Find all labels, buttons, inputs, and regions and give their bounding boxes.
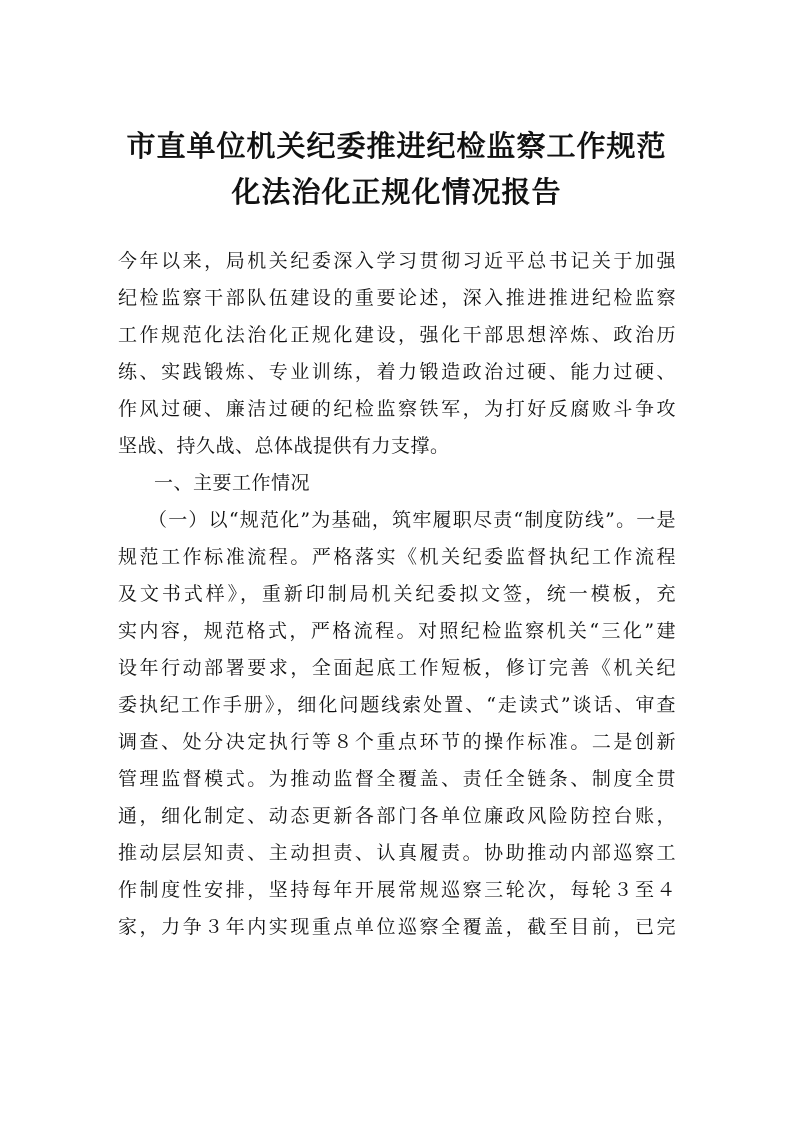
subsection-line: （一）以“规范化”为基础，筑牢履职尽责“制度防线”。一是 — [148, 509, 676, 531]
subsection-line: 规范工作标准流程。严格落实《机关纪委监督执纪工作流程 — [118, 546, 676, 568]
section-heading: 一、主要工作情况 — [154, 472, 311, 494]
subsection-line: 设年行动部署要求，全面起底工作短板，修订完善《机关纪 — [118, 657, 676, 679]
intro-line: 纪检监察干部队伍建设的重要论述，深入推进推进纪检监察 — [118, 287, 676, 309]
intro-line: 工作规范化法治化正规化建设，强化干部思想淬炼、政治历 — [118, 324, 676, 346]
document-body — [118, 243, 676, 946]
intro-line: 练、实践锻炼、专业训练，着力锻造政治过硬、能力过硬、 — [118, 361, 676, 383]
subsection-line: 委执纪工作手册》，细化问题线索处置、“走读式”谈话、审查 — [118, 694, 676, 716]
subsection-line: 通，细化制定、动态更新各部门各单位廉政风险防控台账， — [118, 805, 676, 827]
subsection-line: 作制度性安排，坚持每年开展常规巡察三轮次，每轮３至４ — [118, 879, 676, 901]
document-title-line-2: 化法治化正规化情况报告 — [231, 175, 562, 209]
document-title-line-1: 市直单位机关纪委推进纪检监察工作规范 — [126, 129, 667, 163]
subsection-line: 推动层层知责、主动担责、认真履责。协助推动内部巡察工 — [118, 842, 676, 864]
intro-line: 作风过硬、廉洁过硬的纪检监察铁军，为打好反腐败斗争攻 — [118, 398, 676, 420]
subsection-line: 调查、处分决定执行等８个重点环节的操作标准。二是创新 — [118, 731, 676, 753]
subsection-line: 家，力争３年内实现重点单位巡察全覆盖，截至目前，已完 — [118, 916, 676, 938]
subsection-line: 实内容，规范格式，严格流程。对照纪检监察机关“三化”建 — [118, 620, 676, 642]
intro-line: 今年以来，局机关纪委深入学习贯彻习近平总书记关于加强 — [118, 250, 676, 272]
subsection-line: 及文书式样》，重新印制局机关纪委拟文签，统一模板，充 — [118, 583, 676, 605]
subsection-line: 管理监督模式。为推动监督全覆盖、责任全链条、制度全贯 — [118, 768, 676, 790]
intro-line: 坚战、持久战、总体战提供有力支撑。 — [118, 435, 450, 457]
